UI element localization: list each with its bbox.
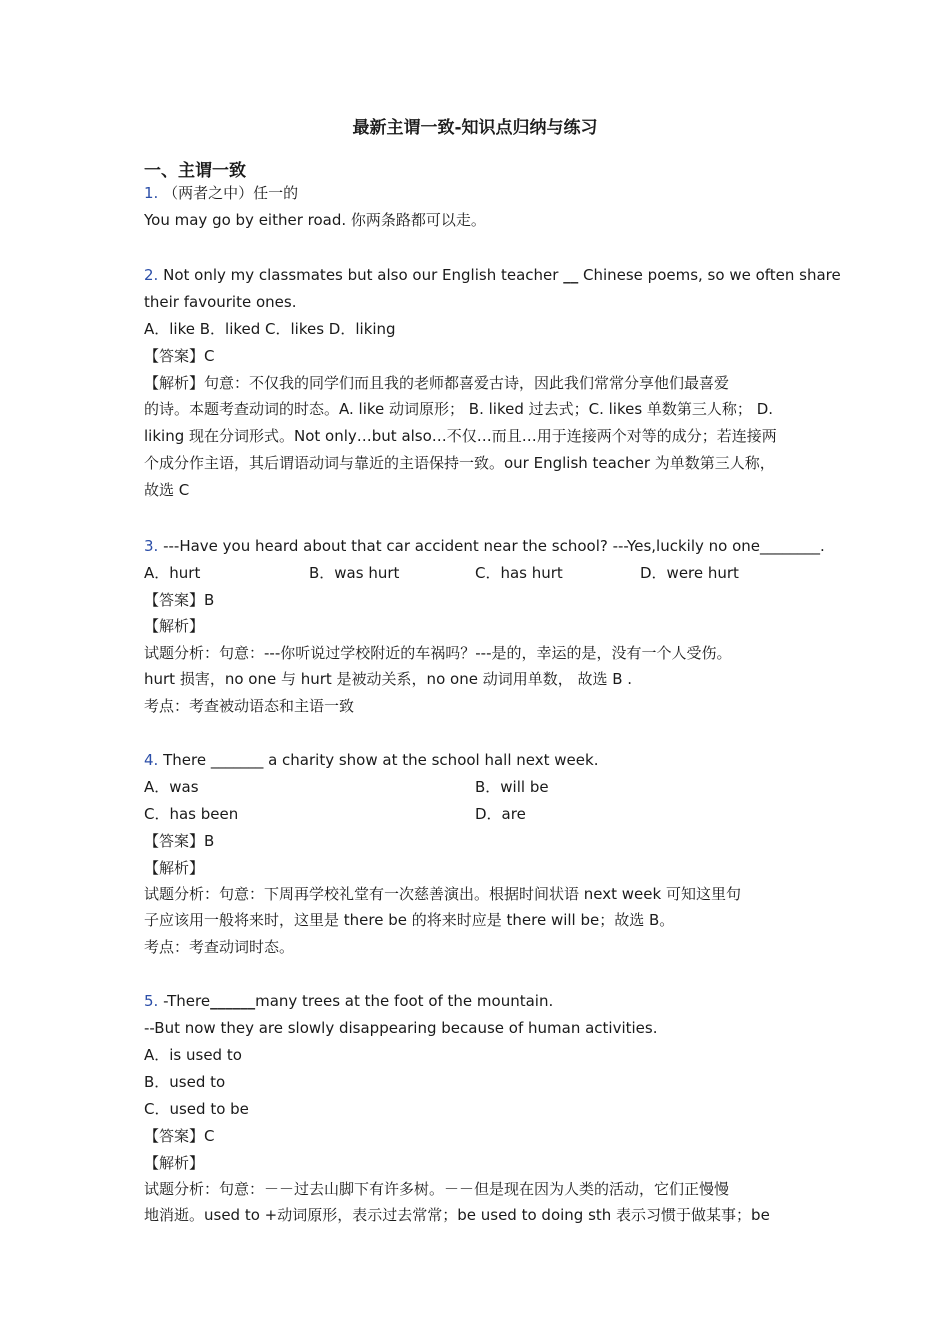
question-number: 1. bbox=[144, 184, 159, 202]
q1-example: You may go by either road. 你两条路都可以走。 bbox=[144, 211, 486, 229]
analysis-label: 【解析】 bbox=[144, 1154, 205, 1172]
analysis-line: 试题分析：句意：---你听说过学校附近的车祸吗？---是的，幸运的是，没有一个人受伤。 bbox=[144, 644, 732, 662]
section-heading: 一、主谓一致 bbox=[144, 161, 246, 181]
knowledge-point: 考点：考查动词时态。 bbox=[144, 938, 295, 956]
question-text: （两者之中）任一的 bbox=[163, 184, 299, 202]
question-number: 4. bbox=[144, 751, 159, 769]
explanation-line: 的诗。本题考查动词的时态。A. like 动词原形； B. liked 过去式；C. likes 单数第三人称； D. bbox=[144, 400, 774, 418]
analysis-line: 地消逝。used to +动词原形，表示过去常常；be used to doing sth 表示习惯于做某事；be bbox=[144, 1206, 770, 1224]
question-1 bbox=[144, 183, 298, 203]
option-c: C．has been bbox=[144, 805, 239, 823]
explanation-line: 【解析】句意：不仅我的同学们而且我的老师都喜爱古诗，因此我们常常分享他们最喜爱 bbox=[144, 374, 730, 392]
answer-blank: ______ bbox=[210, 992, 256, 1010]
knowledge-point: 考点：考查被动语态和主语一致 bbox=[144, 697, 355, 715]
explanation-line: 故选 C bbox=[144, 481, 190, 499]
analysis-label: 【解析】 bbox=[144, 859, 205, 877]
question-stem: Not only my classmates but also our English teacher bbox=[163, 266, 564, 284]
option-a: A．was bbox=[144, 778, 199, 796]
answer-key: 【答案】C bbox=[144, 347, 215, 365]
question-2 bbox=[144, 265, 841, 285]
analysis-line: hurt 损害，no one 与 hurt 是被动关系，no one 动词用单数， 故选 B . bbox=[144, 670, 633, 688]
option-b: B．was hurt bbox=[309, 564, 400, 582]
option-b: B．used to bbox=[144, 1073, 226, 1091]
answer-blank: __ bbox=[563, 266, 579, 284]
question-stem: There _______ a charity show at the school hall next week. bbox=[163, 751, 599, 769]
page-title: 最新主谓一致-知识点归纳与练习 bbox=[352, 118, 598, 138]
question-stem-cont: Chinese poems, so we often share bbox=[578, 266, 841, 284]
question-stem-line2: their favourite ones. bbox=[144, 293, 297, 311]
answer-key: 【答案】B bbox=[144, 591, 215, 609]
explanation-line: liking 现在分词形式。Not only…but also…不仅…而且…用于连接两个对等的成分；若连接两 bbox=[144, 427, 777, 445]
question-4 bbox=[144, 750, 598, 770]
question-number: 5. bbox=[144, 992, 159, 1010]
answer-key: 【答案】C bbox=[144, 1127, 215, 1145]
option-c: C．has hurt bbox=[475, 564, 563, 582]
question-5 bbox=[144, 991, 553, 1011]
option-a: A．is used to bbox=[144, 1046, 242, 1064]
analysis-label: 【解析】 bbox=[144, 617, 205, 635]
question-3 bbox=[144, 536, 825, 556]
question-stem-cont: many trees at the foot of the mountain. bbox=[255, 992, 554, 1010]
question-stem: ---Have you heard about that car accident near the school? ---Yes,luckily no one________. bbox=[163, 537, 825, 555]
analysis-line: 试题分析：句意：－－过去山脚下有许多树。－－但是现在因为人类的活动，它们正慢慢 bbox=[144, 1180, 730, 1198]
option-d: D．were hurt bbox=[640, 564, 739, 582]
question-number: 2. bbox=[144, 266, 159, 284]
question-number: 3. bbox=[144, 537, 159, 555]
question-stem: -There bbox=[163, 992, 211, 1010]
analysis-line: 子应该用一般将来时，这里是 there be 的将来时应是 there will be；故选 B。 bbox=[144, 911, 675, 929]
option-c: C．used to be bbox=[144, 1100, 249, 1118]
analysis-line: 试题分析：句意：下周再学校礼堂有一次慈善演出。根据时间状语 next week 可知这里句 bbox=[144, 885, 741, 903]
question-stem-line2: --But now they are slowly disappearing because of human activities. bbox=[144, 1019, 658, 1037]
answer-options: A．like B．liked C．likes D．liking bbox=[144, 320, 396, 338]
option-d: D．are bbox=[475, 805, 526, 823]
answer-key: 【答案】B bbox=[144, 832, 215, 850]
explanation-line: 个成分作主语，其后谓语动词与靠近的主语保持一致。our English teacher 为单数第三人称， bbox=[144, 454, 775, 472]
option-b: B．will be bbox=[475, 778, 549, 796]
option-a: A．hurt bbox=[144, 564, 201, 582]
